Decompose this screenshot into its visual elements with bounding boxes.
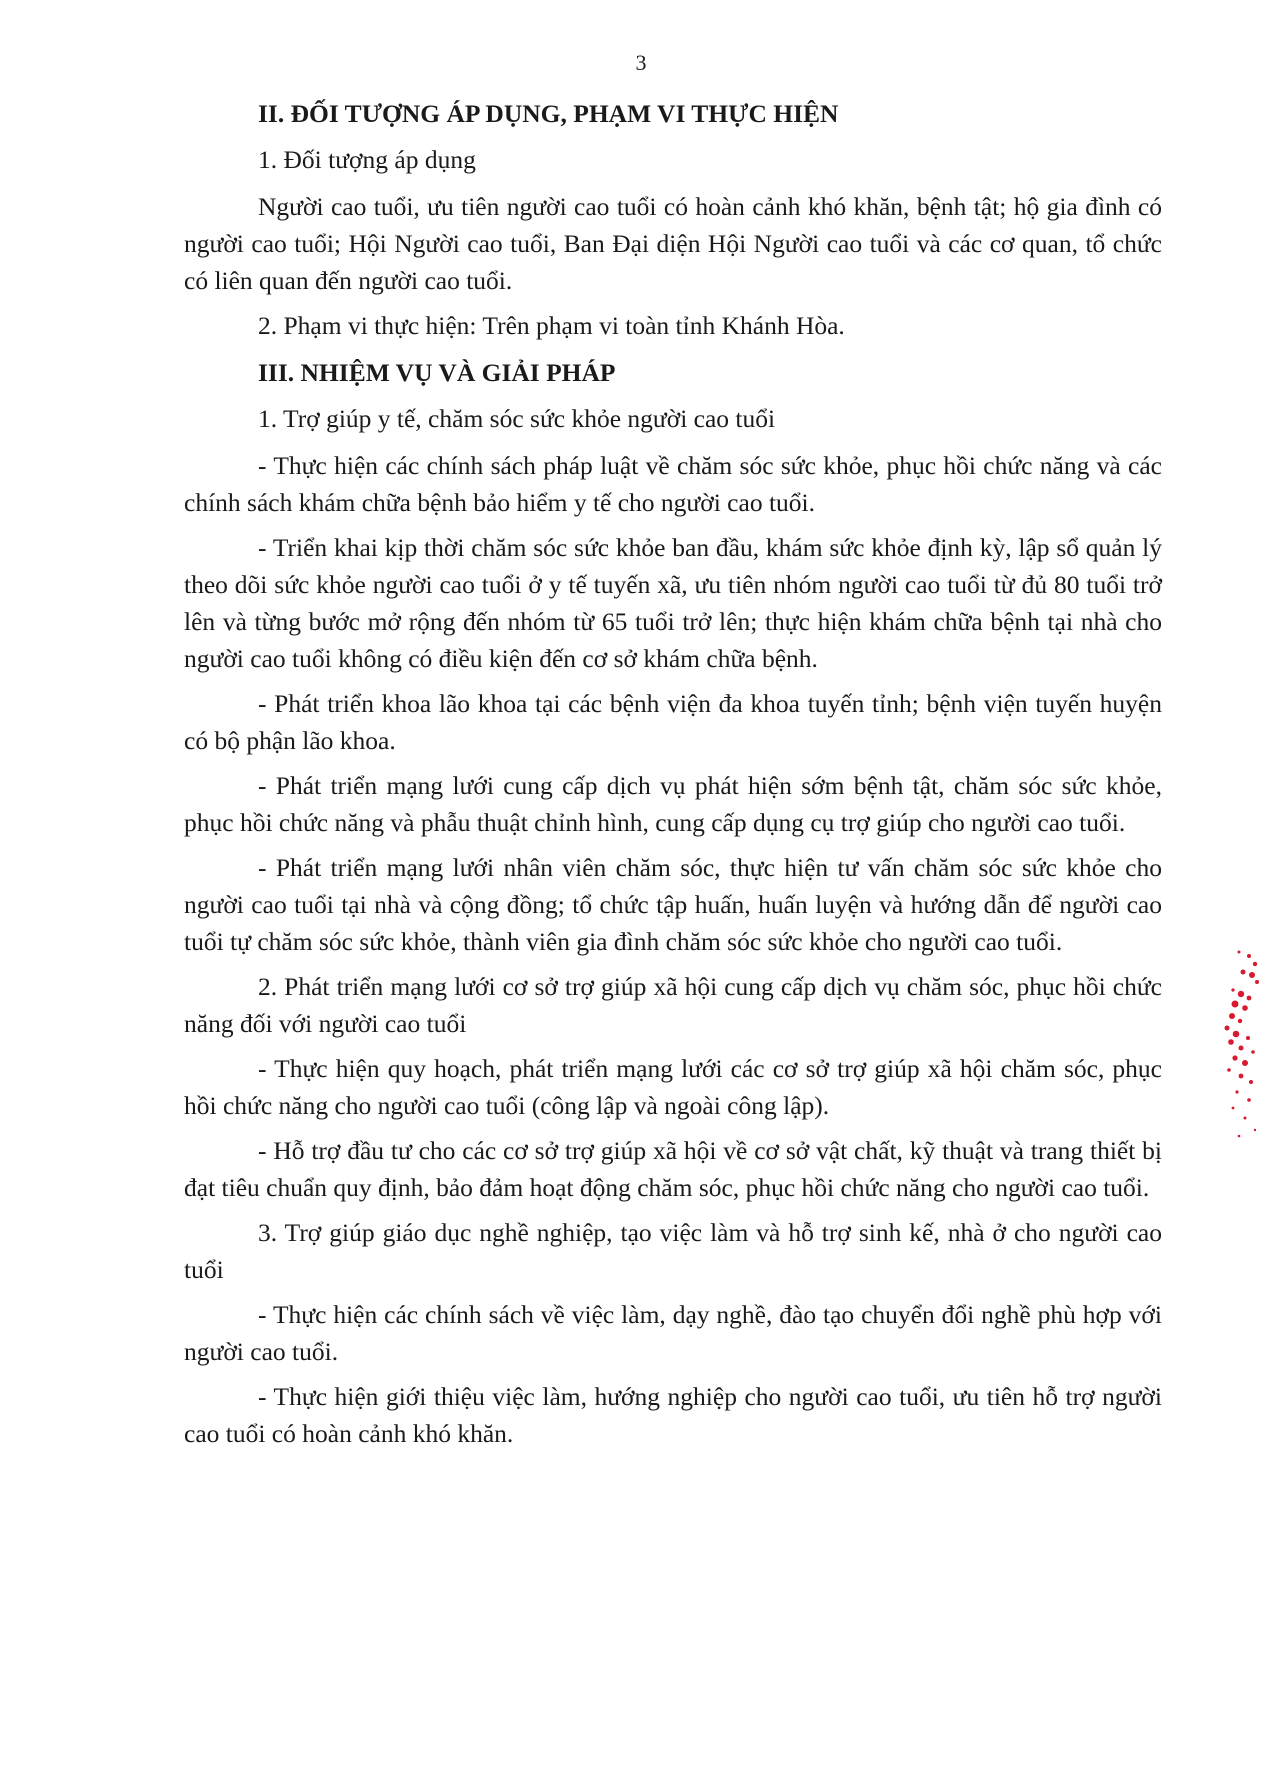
paragraph: 3. Trợ giúp giáo dục nghề nghiệp, tạo việc làm và hỗ trợ sinh kế, nhà ở cho người cao tuổi [184,1218,1162,1284]
paragraph: - Phát triển mạng lưới nhân viên chăm sóc, thực hiện tư vấn chăm sóc sức khỏe cho người cao tuổi tại nhà và cộng đồng; tổ chức tập huấn, huấn luyện và hướng dẫn để người cao tuổi tự chăm sóc sức khỏe, thành viên gia đình chăm sóc sức khỏe cho người cao tuổi. [184,853,1162,956]
document-body [184,95,1162,1460]
paragraph: - Triển khai kịp thời chăm sóc sức khỏe ban đầu, khám sức khỏe định kỳ, lập sổ quản lý theo dõi sức khỏe người cao tuổi ở y tế tuyến xã, ưu tiên nhóm người cao tuổi từ đủ 80 tuổi trở lên và từng bước mở rộng đến nhóm từ 65 tuổi trở lên; thực hiện khám chữa bệnh tại nhà cho người cao tuổi không có điều kiện đến cơ sở khám chữa bệnh. [184,533,1162,673]
section-heading: III. NHIỆM VỤ VÀ GIẢI PHÁP [258,358,616,387]
subsection-title: 1. Đối tượng áp dụng [258,145,476,174]
subsection-title: 1. Trợ giúp y tế, chăm sóc sức khỏe người cao tuổi [258,404,776,433]
paragraph: - Phát triển mạng lưới cung cấp dịch vụ phát hiện sớm bệnh tật, chăm sóc sức khỏe, phục hồi chức năng và phẫu thuật chỉnh hình, cung cấp dụng cụ trợ giúp cho người cao tuổi. [184,771,1162,837]
paragraph: 2. Phạm vi thực hiện: Trên phạm vi toàn tỉnh Khánh Hòa. [258,311,845,340]
paragraph: - Thực hiện các chính sách pháp luật về chăm sóc sức khỏe, phục hồi chức năng và các chính sách khám chữa bệnh bảo hiểm y tế cho người cao tuổi. [184,451,1162,517]
paragraph: - Thực hiện giới thiệu việc làm, hướng nghiệp cho người cao tuổi, ưu tiên hỗ trợ người cao tuổi có hoàn cảnh khó khăn. [184,1382,1162,1448]
paragraph: 2. Phát triển mạng lưới cơ sở trợ giúp xã hội cung cấp dịch vụ chăm sóc, phục hồi chức năng đối với người cao tuổi [184,972,1162,1038]
paragraph: - Phát triển khoa lão khoa tại các bệnh viện đa khoa tuyến tỉnh; bệnh viện tuyến huyện có bộ phận lão khoa. [184,689,1162,755]
red-stamp-fragment [1205,942,1265,1152]
paragraph: - Thực hiện các chính sách về việc làm, dạy nghề, đào tạo chuyển đổi nghề phù hợp với người cao tuổi. [184,1300,1162,1366]
paragraph: - Hỗ trợ đầu tư cho các cơ sở trợ giúp xã hội về cơ sở vật chất, kỹ thuật và trang thiết bị đạt tiêu chuẩn quy định, bảo đảm hoạt động chăm sóc, phục hồi chức năng cho người cao tuổi. [184,1136,1162,1202]
page-number: 3 [635,50,647,75]
paragraph: Người cao tuổi, ưu tiên người cao tuổi có hoàn cảnh khó khăn, bệnh tật; hộ gia đình có người cao tuổi; Hội Người cao tuổi, Ban Đại diện Hội Người cao tuổi và các cơ quan, tổ chức có liên quan đến người cao tuổi. [184,192,1162,295]
section-heading: II. ĐỐI TƯỢNG ÁP DỤNG, PHẠM VI THỰC HIỆN [258,99,839,128]
paragraph: - Thực hiện quy hoạch, phát triển mạng lưới các cơ sở trợ giúp xã hội chăm sóc, phục hồi chức năng cho người cao tuổi (công lập và ngoài công lập). [184,1054,1162,1120]
